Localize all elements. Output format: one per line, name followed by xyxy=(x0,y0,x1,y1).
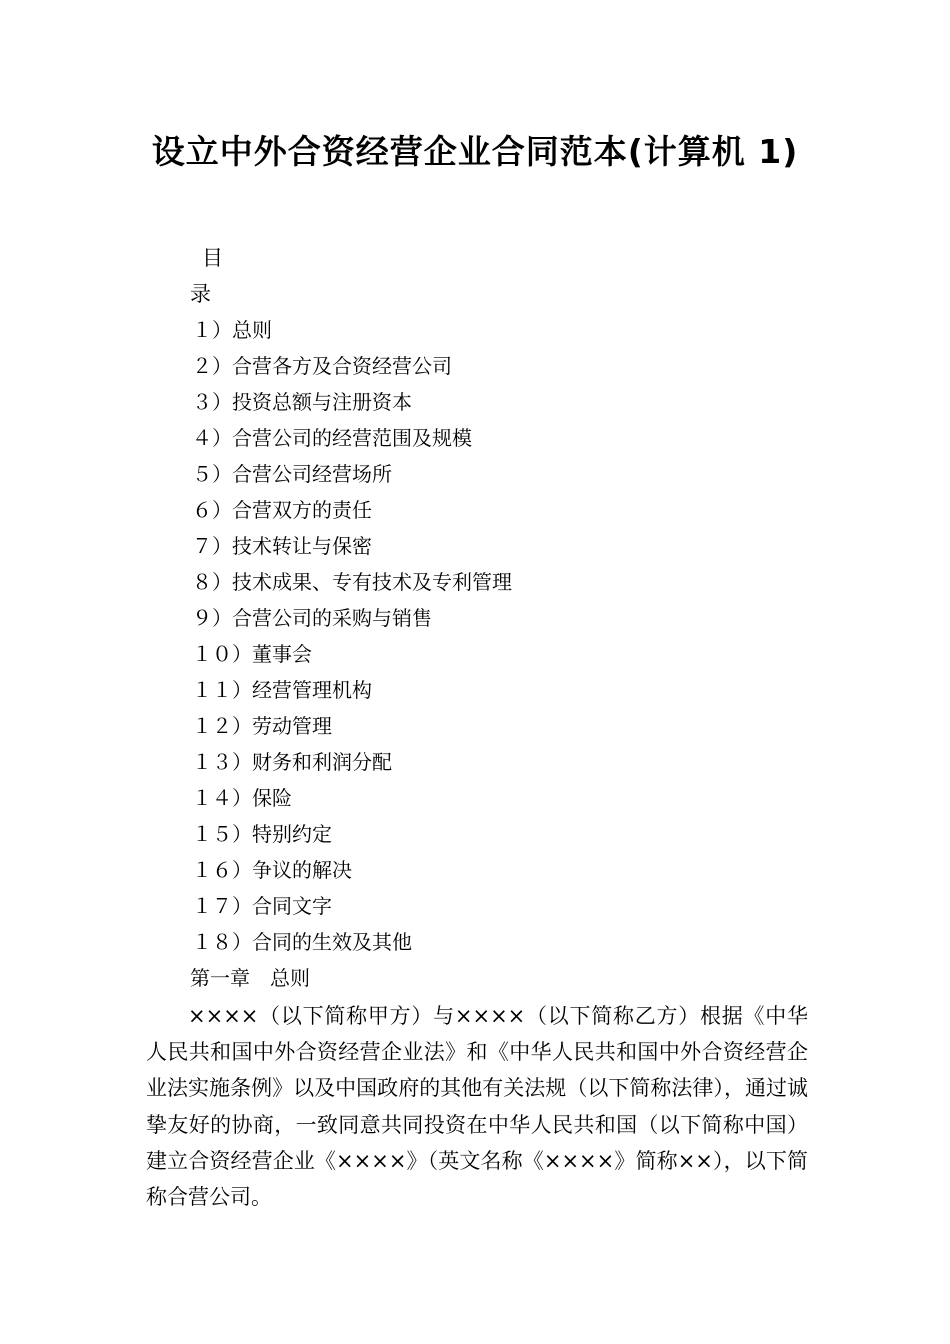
table-of-contents xyxy=(192,314,512,962)
chapter-heading: 第一章 总则 xyxy=(190,966,310,990)
toc-item: １４）保险 xyxy=(192,786,292,810)
toc-item: １１）经营管理机构 xyxy=(192,678,372,702)
toc-item: １５）特别约定 xyxy=(192,822,332,846)
toc-item: ３）投资总额与注册资本 xyxy=(192,390,412,414)
document-title: 设立中外合资经营企业合同范本(计算机 1) xyxy=(151,132,799,171)
toc-item: ９）合营公司的采购与销售 xyxy=(192,606,432,630)
toc-heading-line1: 目 xyxy=(202,246,223,270)
toc-item: ５）合营公司经营场所 xyxy=(192,462,392,486)
toc-item: １３）财务和利润分配 xyxy=(192,750,392,774)
toc-item: ７）技术转让与保密 xyxy=(192,534,372,558)
toc-item: １８）合同的生效及其他 xyxy=(192,930,412,954)
toc-item: １）总则 xyxy=(192,318,272,342)
toc-item: １６）争议的解决 xyxy=(192,858,352,882)
toc-item: １２）劳动管理 xyxy=(192,714,332,738)
toc-item: ４）合营公司的经营范围及规模 xyxy=(192,426,472,450)
toc-heading-line2: 录 xyxy=(190,282,211,306)
toc-item: ２）合营各方及合资经营公司 xyxy=(192,354,452,378)
body-paragraph: ××××（以下简称甲方）与××××（以下简称乙方）根据《中华人民共和国中外合资经营企业法》和《中华人民共和国中外合资经营企业法实施条例》以及中国政府的其他有关法规（以下简称法律），通过诚挚友好的协商，一致同意共同投资在中华人民共和国（以下简称中国）建立合资经营企业《××××》（英文名称《××××》简称××），以下简称合营公司。 xyxy=(146,1004,808,1210)
toc-item: ８）技术成果、专有技术及专利管理 xyxy=(192,570,512,594)
toc-item: １７）合同文字 xyxy=(192,894,332,918)
toc-item: ６）合营双方的责任 xyxy=(192,498,372,522)
toc-item: １０）董事会 xyxy=(192,642,312,666)
